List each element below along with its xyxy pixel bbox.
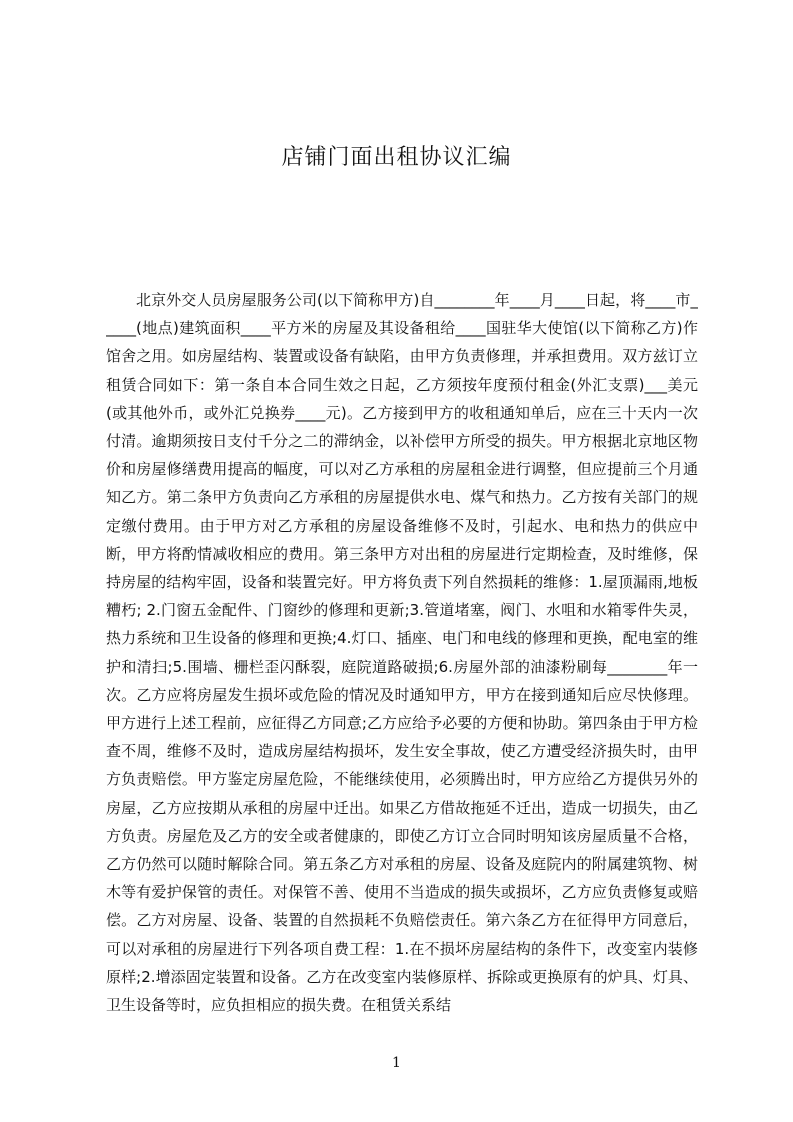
contract-body-paragraph: 北京外交人员房屋服务公司(以下简称甲方)自________年____月____日起，将____市_____(地点)建筑面积____平方米的房屋及其设备租给____国驻华大使馆(以下简称乙方)作馆舍之用。如房屋结构、装置或设备有缺陷，由甲方负责修理，并承担费用。双方兹订立租赁合同如下：第一条自本合同生效之日起，乙方须按年度预付租金(外汇支票)___美元(或其他外币，或外汇兑换券____元)。乙方接到甲方的收租通知单后，应在三十天内一次付清。逾期须按日支付千分之二的滞纳金，以补偿甲方所受的损失。甲方根据北京地区物价和房屋修缮费用提高的幅度，可以对乙方承租的房屋租金进行调整，但应提前三个月通知乙方。第二条甲方负责向乙方承租的房屋提供水电、煤气和热力。乙方按有关部门的规定缴付费用。由于甲方对乙方承租的房屋设备维修不及时，引起水、电和热力的供应中断，甲方将酌情减收相应的费用。第三条甲方对出租的房屋进行定期检查，及时维修，保持房屋的结构牢固，设备和装置完好。甲方将负责下列自然损耗的维修：1.屋顶漏雨,地板糟朽; 2.门窗五金配件、门窗纱的修理和更新;3.管道堵塞，阀门、水咀和水箱零件失灵，热力系统和卫生设备的修理和更换;4.灯口、插座、电门和电线的修理和更换，配电室的维护和清扫;5.围墙、栅栏歪闪酥裂，庭院道路破损;6.房屋外部的油漆粉刷每________年一次。乙方应将房屋发生损坏或危险的情况及时通知甲方，甲方在接到通知后应尽快修理。甲方进行上述工程前，应征得乙方同意;乙方应给予必要的方便和协助。第四条由于甲方检查不周，维修不及时，造成房屋结构损坏，发生安全事故，使乙方遭受经济损失时，由甲方负责赔偿。甲方鉴定房屋危险，不能继续使用，必须腾出时，甲方应给乙方提供另外的房屋，乙方应按期从承租的房屋中迁出。如果乙方借故拖延不迁出，造成一切损失，由乙方负责。房屋危及乙方的安全或者健康的，即使乙方订立合同时明知该房屋质量不合格，乙方仍然可以随时解除合同。第五条乙方对承租的房屋、设备及庭院内的附属建筑物、树木等有爱护保管的责任。对保管不善、使用不当造成的损失或损坏，乙方应负责修复或赔偿。乙方对房屋、设备、装置的自然损耗不负赔偿责任。第六条乙方在征得甲方同意后，可以对承租的房屋进行下列各项自费工程：1.在不损坏房屋结构的条件下，改变室内装修原样;2.增添固定装置和设备。乙方在改变室内装修原样、拆除或更换原有的炉具、灯具、卫生设备等时，应负担相应的损失费。在租赁关系结 (106, 291, 698, 1015)
document-title: 店铺门面出租协议汇编 (281, 145, 512, 170)
page-number: 1 (392, 1055, 401, 1071)
